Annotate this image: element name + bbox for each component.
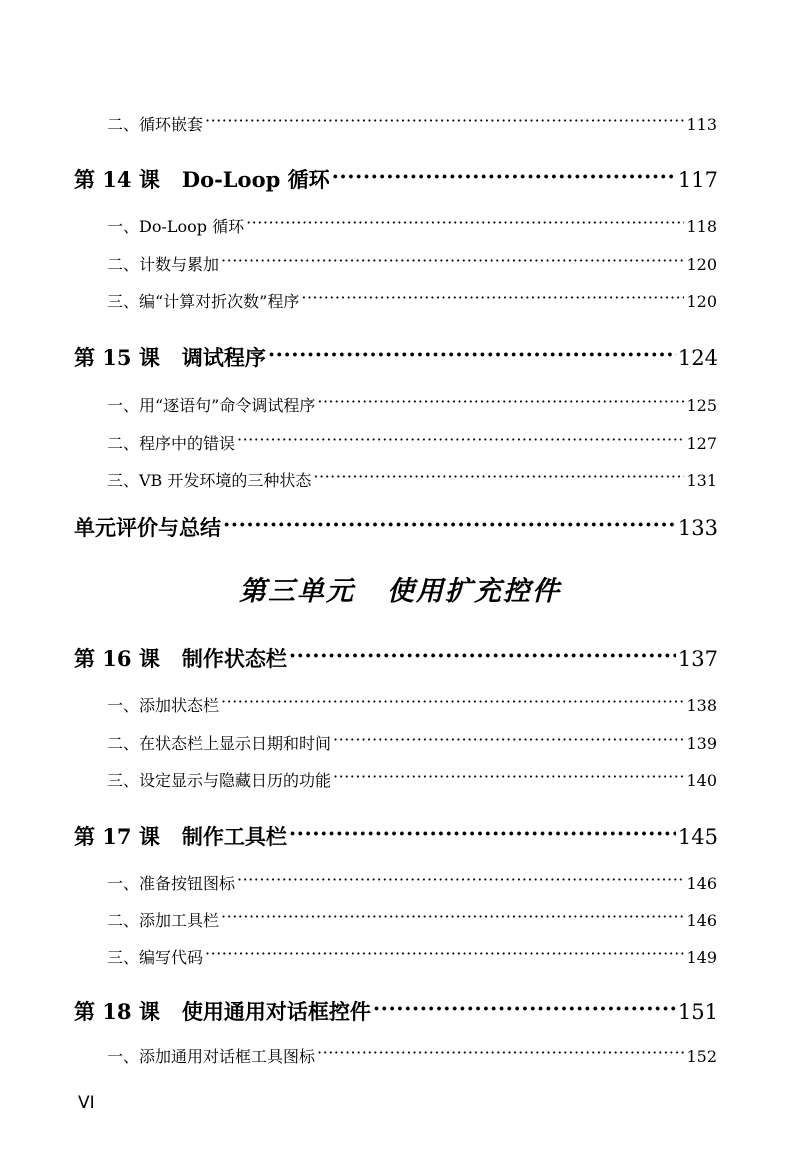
entry-page: 138	[686, 696, 717, 715]
toc-entry	[107, 468, 717, 491]
lesson-page: 117	[677, 168, 718, 192]
lesson-page: 145	[677, 825, 718, 849]
toc-entry	[107, 393, 717, 416]
dot-leader	[313, 470, 684, 486]
entry-title: 二、添加工具栏	[107, 911, 220, 930]
toc-lesson-entry	[74, 996, 718, 1026]
lesson-title: 制作工具栏	[181, 824, 287, 849]
lesson-title: 调试程序	[181, 345, 266, 370]
dot-leader	[301, 291, 684, 307]
unit-number: 第三单元	[239, 576, 355, 607]
entry-page: 149	[686, 948, 717, 967]
toc-entry	[107, 693, 717, 716]
dot-leader	[333, 770, 684, 786]
dot-leader	[289, 823, 676, 844]
toc-entry	[107, 768, 717, 791]
toc-lesson-entry	[74, 164, 718, 194]
dot-leader	[221, 910, 684, 926]
dot-leader	[332, 166, 676, 187]
lesson-number: 第 16 课	[74, 646, 160, 671]
lesson-page: 124	[677, 346, 718, 370]
toc-entry	[107, 945, 717, 968]
toc-lesson-entry	[74, 342, 718, 372]
lesson-title: 制作状态栏	[181, 646, 287, 671]
entry-title: 一、Do-Loop 循环	[107, 217, 245, 236]
toc-entry	[107, 431, 717, 454]
dot-leader	[317, 395, 684, 411]
lesson-page: 151	[677, 1000, 718, 1024]
toc-lesson-entry	[74, 821, 718, 851]
entry-page: 146	[686, 874, 717, 893]
toc-entry	[107, 731, 717, 754]
dot-leader	[205, 947, 684, 963]
entry-page: 127	[686, 434, 717, 453]
dot-leader	[221, 254, 684, 270]
entry-title: 二、计数与累加	[107, 255, 220, 274]
lesson-number: 第 15 课	[74, 345, 160, 370]
toc-lesson-entry	[74, 643, 718, 673]
dot-leader	[237, 433, 684, 449]
dot-leader	[317, 1046, 684, 1062]
lesson-number: 第 17 课	[74, 824, 160, 849]
dot-leader	[221, 695, 684, 711]
dot-leader	[246, 216, 684, 232]
dot-leader	[223, 514, 676, 535]
dot-leader	[333, 733, 684, 749]
lesson-title: Do-Loop 循环	[181, 167, 330, 192]
unit-heading	[0, 569, 800, 608]
entry-page: 113	[686, 115, 717, 134]
lesson-number: 第 14 课	[74, 167, 160, 192]
toc-entry	[107, 112, 717, 135]
unit-name: 使用扩充控件	[387, 576, 561, 607]
entry-page: 146	[686, 911, 717, 930]
lesson-number: 第 18 课	[74, 999, 160, 1024]
summary-title: 单元评价与总结	[74, 515, 221, 540]
toc-entry	[107, 1044, 717, 1067]
entry-title: 三、VB 开发环境的三种状态	[107, 471, 312, 490]
dot-leader	[373, 998, 676, 1019]
entry-title: 三、设定显示与隐藏日历的功能	[107, 771, 332, 790]
entry-page: 118	[686, 217, 717, 236]
dot-leader	[289, 645, 676, 666]
summary-page: 133	[677, 516, 718, 540]
entry-title: 一、添加状态栏	[107, 696, 220, 715]
entry-page: 131	[686, 471, 717, 490]
entry-title: 二、在状态栏上显示日期和时间	[107, 734, 332, 753]
toc-entry	[107, 871, 717, 894]
entry-page: 125	[686, 396, 717, 415]
entry-title: 一、准备按钮图标	[107, 874, 236, 893]
dot-leader	[205, 114, 684, 130]
entry-page: 152	[686, 1047, 717, 1066]
entry-title: 三、编写代码	[107, 948, 204, 967]
lesson-title: 使用通用对话框控件	[181, 999, 371, 1024]
toc-entry	[107, 908, 717, 931]
toc-entry	[107, 289, 717, 312]
entry-page: 120	[686, 255, 717, 274]
toc-summary-entry	[74, 512, 718, 542]
entry-title: 三、编“计算对折次数”程序	[107, 292, 300, 311]
entry-title: 二、循环嵌套	[107, 115, 204, 134]
dot-leader	[268, 344, 676, 365]
toc-entry	[107, 214, 717, 237]
dot-leader	[237, 873, 684, 889]
entry-title: 一、添加通用对话框工具图标	[107, 1047, 316, 1066]
entry-page: 120	[686, 292, 717, 311]
entry-page: 140	[686, 771, 717, 790]
page-numeral: VI	[78, 1093, 95, 1113]
entry-title: 二、程序中的错误	[107, 434, 236, 453]
lesson-page: 137	[677, 647, 718, 671]
toc-entry	[107, 252, 717, 275]
entry-page: 139	[686, 734, 717, 753]
entry-title: 一、用“逐语句”命令调试程序	[107, 396, 316, 415]
